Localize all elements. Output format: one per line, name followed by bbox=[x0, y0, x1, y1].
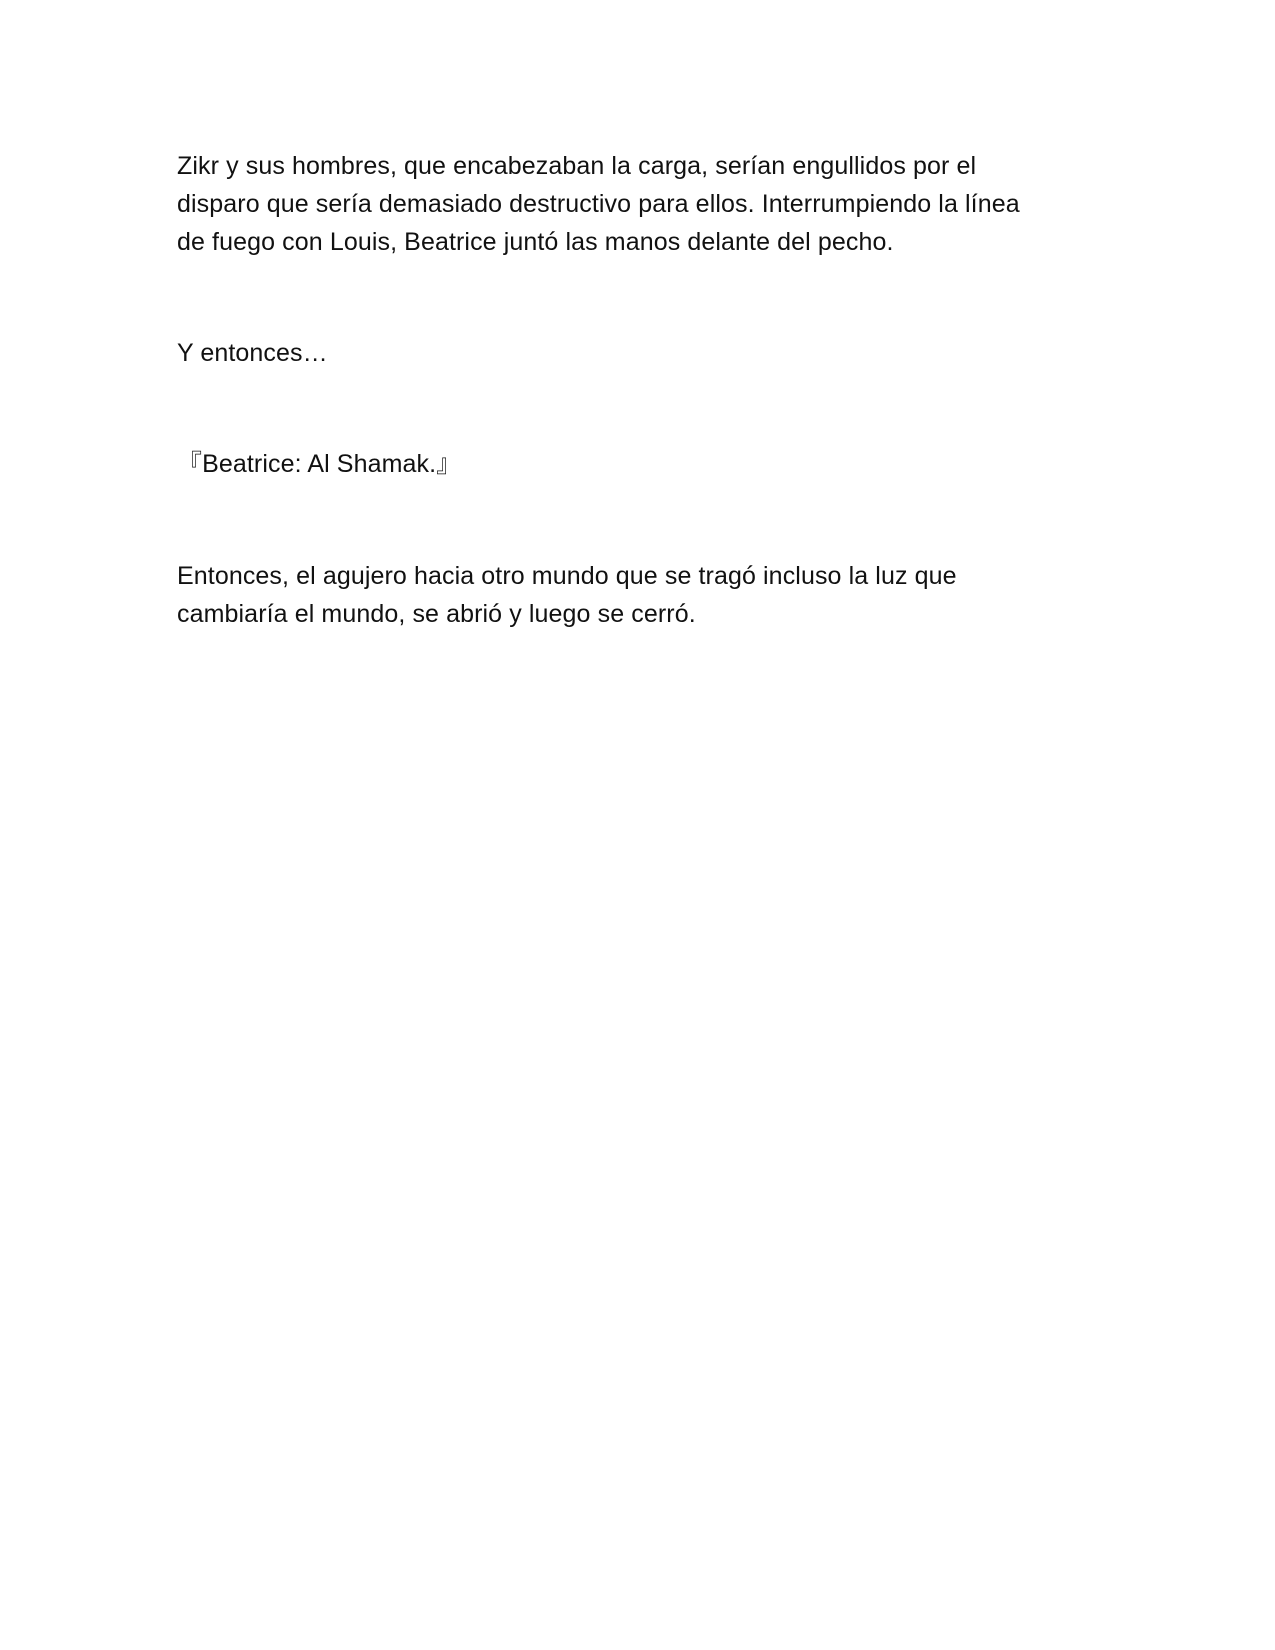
paragraph-1 bbox=[177, 147, 1097, 261]
paragraph-1-line-2: disparo que sería demasiado destructivo para ellos. Interrumpiendo la línea bbox=[177, 190, 1020, 218]
paragraph-4-line-2: cambiaría el mundo, se abrió y luego se cerró. bbox=[177, 600, 696, 628]
paragraph-2 bbox=[177, 334, 1097, 372]
paragraph-1-line-1: Zikr y sus hombres, que encabezaban la carga, serían engullidos por el bbox=[177, 152, 977, 180]
paragraph-2-line-1: Y entonces… bbox=[177, 339, 328, 367]
paragraph-3-line-1: 『Beatrice: Al Shamak.』 bbox=[177, 450, 462, 478]
paragraph-4-line-1: Entonces, el agujero hacia otro mundo que se tragó incluso la luz que bbox=[177, 562, 957, 590]
paragraph-3-dialogue bbox=[177, 445, 1097, 483]
paragraph-1-line-3: de fuego con Louis, Beatrice juntó las manos delante del pecho. bbox=[177, 228, 894, 256]
paragraph-4 bbox=[177, 557, 1097, 633]
